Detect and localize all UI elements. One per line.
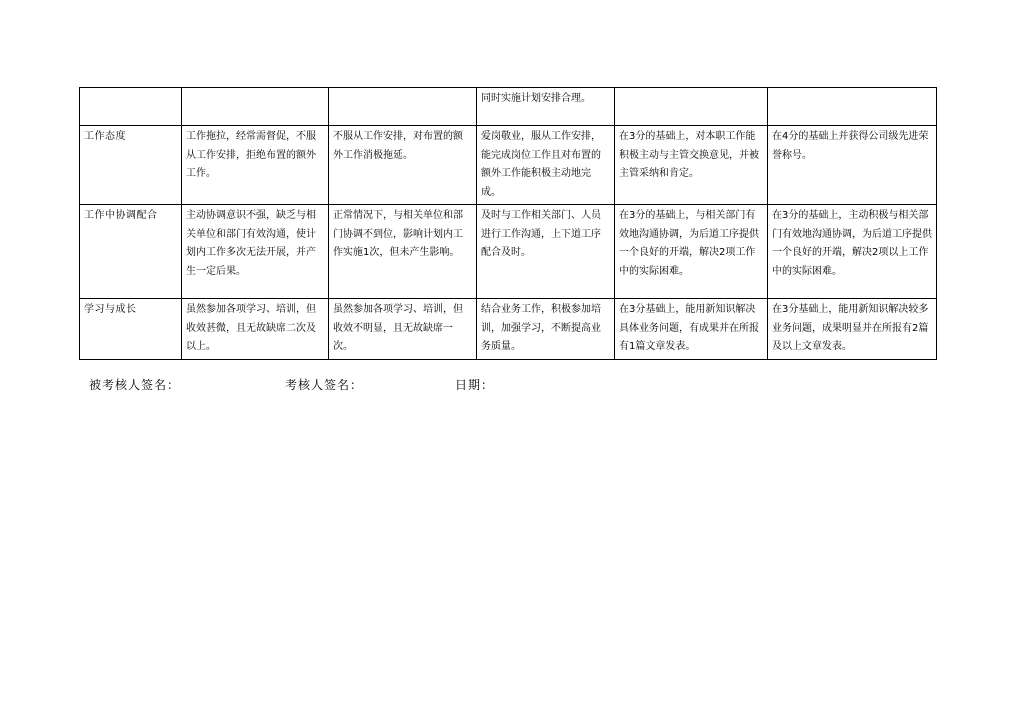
level-cell: 在3分的基础上，与相关部门有效地沟通协调，为后道工序提供一个良好的开端，解决2项工作中的实际困难。 xyxy=(615,205,768,299)
table-cell xyxy=(329,88,477,126)
examiner-signature-label: 考核人签名： xyxy=(285,378,364,392)
category-cell: 学习与成长 xyxy=(80,299,182,360)
table-cell xyxy=(182,88,329,126)
signature-line xyxy=(89,376,789,396)
category-cell: 工作态度 xyxy=(80,126,182,205)
level-cell: 及时与工作相关部门、人员进行工作沟通，上下道工序配合及时。 xyxy=(477,205,615,299)
table-row-continuation xyxy=(80,88,937,126)
level-cell: 不服从工作安排，对布置的额外工作消极拖延。 xyxy=(329,126,477,205)
level-cell: 主动协调意识不强，缺乏与相关单位和部门有效沟通，使计划内工作多次无法开展，并产生一定后果。 xyxy=(182,205,329,299)
table-cell xyxy=(80,88,182,126)
level-cell: 在3分基础上，能用新知识解决具体业务问题，有成果并在所报有1篇文章发表。 xyxy=(615,299,768,360)
table-row-work-attitude xyxy=(80,126,937,205)
level-cell: 在3分的基础上，主动积极与相关部门有效地沟通协调，为后道工序提供一个良好的开端，解决2项以上工作中的实际困难。 xyxy=(768,205,937,299)
table-row-learning-growth xyxy=(80,299,937,360)
level-cell: 结合业务工作，积极参加培训，加强学习，不断提高业务质量。 xyxy=(477,299,615,360)
level-cell: 工作拖拉，经常需督促，不服从工作安排，拒绝布置的额外工作。 xyxy=(182,126,329,205)
evaluation-table xyxy=(79,87,937,360)
level-cell: 爱岗敬业，服从工作安排，能完成岗位工作且对布置的额外工作能积极主动地完成。 xyxy=(477,126,615,205)
table-cell xyxy=(615,88,768,126)
category-cell: 工作中协调配合 xyxy=(80,205,182,299)
level-cell: 正常情况下，与相关单位和部门协调不到位，影响计划内工作实施1次，但未产生影响。 xyxy=(329,205,477,299)
examinee-signature-label: 被考核人签名： xyxy=(89,378,181,392)
level-cell: 在4分的基础上并获得公司级先进荣誉称号。 xyxy=(768,126,937,205)
date-label: 日期： xyxy=(455,378,495,392)
table-cell: 同时实施计划安排合理。 xyxy=(477,88,615,126)
table-row-coordination xyxy=(80,205,937,299)
level-cell: 在3分基础上，能用新知识解决较多业务问题，成果明显并在所报有2篇及以上文章发表。 xyxy=(768,299,937,360)
table-cell xyxy=(768,88,937,126)
level-cell: 虽然参加各项学习、培训，但收效不明显，且无故缺席一次。 xyxy=(329,299,477,360)
level-cell: 虽然参加各项学习、培训，但收效甚微，且无故缺席二次及以上。 xyxy=(182,299,329,360)
level-cell: 在3分的基础上，对本职工作能积极主动与主管交换意见，并被主管采纳和肯定。 xyxy=(615,126,768,205)
